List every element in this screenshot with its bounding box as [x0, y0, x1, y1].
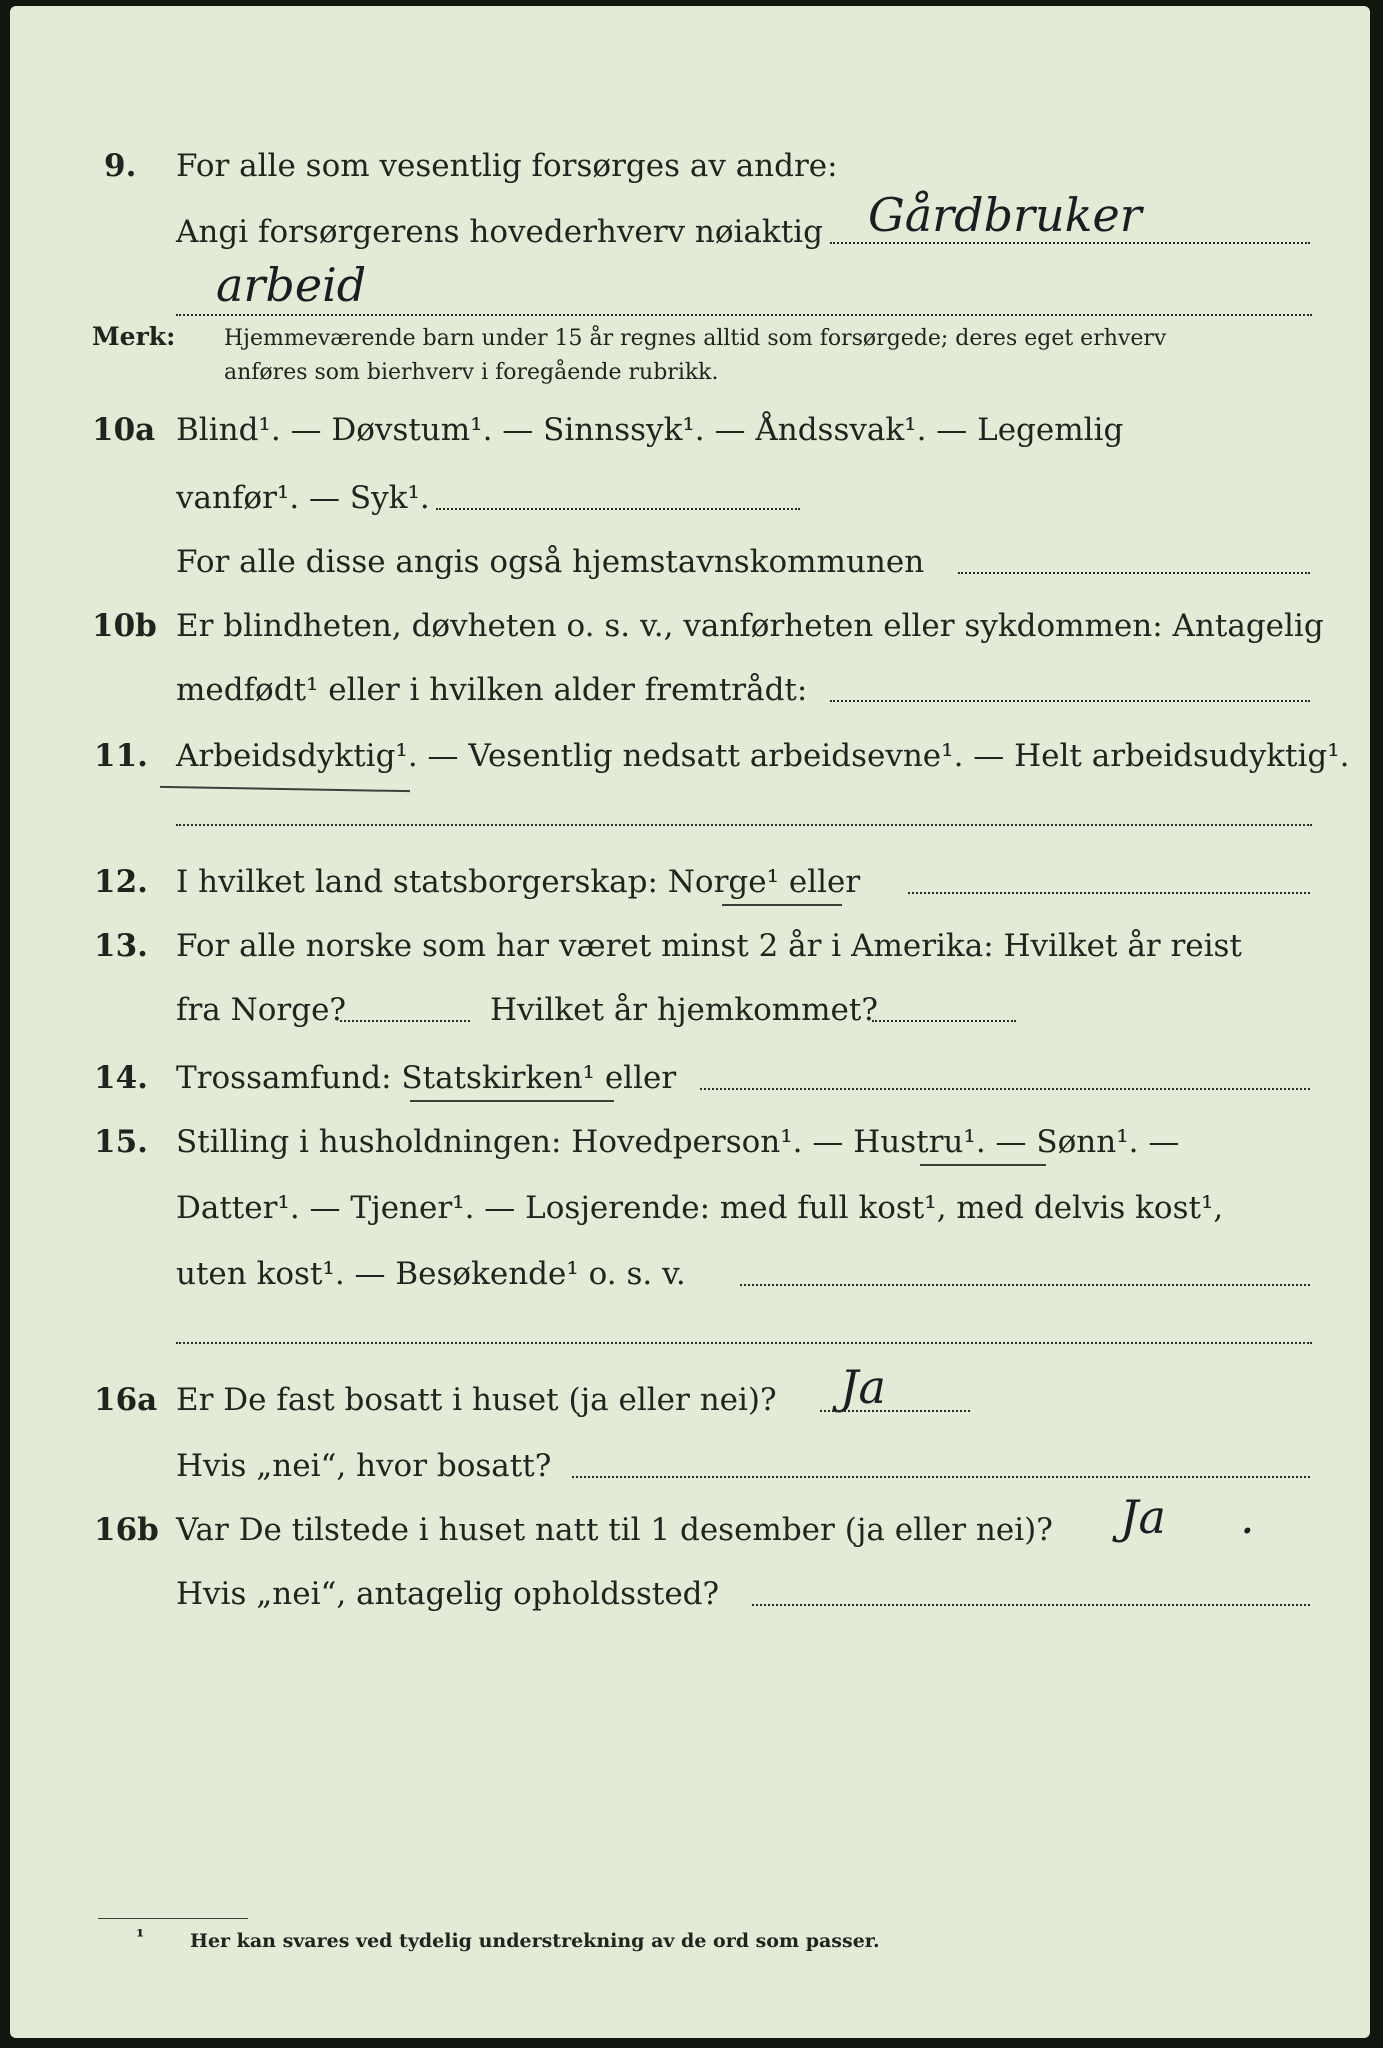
q16b-answer-suffix: .: [1240, 1490, 1255, 1544]
q16a-bosatt-line: [572, 1476, 1310, 1478]
q13-hjemkommet-line: [872, 1020, 1016, 1022]
q16a-answer-line: [820, 1410, 970, 1412]
q9-line2: Angi forsørgerens hovederhverv nøiaktig: [176, 214, 823, 250]
q9-handwritten-answer1: Gårdbruker: [868, 188, 1142, 242]
footnote-separator: [98, 1918, 248, 1919]
q14-number: 14.: [94, 1060, 148, 1096]
q10a-line2: vanfør¹. — Syk¹.: [176, 480, 430, 516]
q9-handwritten-answer2: arbeid: [216, 258, 367, 312]
q9-answer-line2: [176, 314, 1312, 316]
footnote-text: Her kan svares ved tydelig understrekning av de ord som passer.: [190, 1930, 880, 1952]
q15-number: 15.: [94, 1124, 148, 1160]
q10b-line1: Er blindheten, døvheten o. s. v., vanførheten eller sykdommen: Antagelig: [176, 608, 1324, 644]
q11-answer-line: [176, 824, 1312, 826]
merk-line1: Hjemmeværende barn under 15 år regnes alltid som forsørgede; deres eget erhverv: [224, 326, 1167, 351]
q11-number: 11.: [94, 738, 148, 774]
q13-line1: For alle norske som har været minst 2 år i Amerika: Hvilket år reist: [176, 928, 1242, 964]
q9-line1: For alle som vesentlig forsørges av andre:: [176, 148, 838, 184]
q12-norge-underline: [722, 904, 842, 906]
q16b-handwritten-answer: Ja: [1120, 1490, 1166, 1544]
q15-answer-line: [740, 1284, 1310, 1286]
q14-answer-line: [700, 1088, 1310, 1090]
q10b-line2: medfødt¹ eller i hvilken alder fremtrådt:: [176, 672, 808, 708]
q10b-answer-line: [830, 700, 1310, 702]
q16b-opholdssted-line: [752, 1604, 1310, 1606]
q10a-syk-line: [436, 508, 800, 510]
q14-line1: Trossamfund: Statskirken¹ eller: [176, 1060, 677, 1096]
q15-line2: Datter¹. — Tjener¹. — Losjerende: med full kost¹, med delvis kost¹,: [176, 1190, 1224, 1226]
census-form-page: [10, 6, 1370, 2038]
q10a-hjemstavn-line: [958, 572, 1310, 574]
q12-number: 12.: [94, 864, 148, 900]
q16b-number: 16b: [94, 1512, 159, 1548]
merk-line2: anføres som bierhverv i foregående rubrikk.: [224, 360, 719, 385]
q10a-line1: Blind¹. — Døvstum¹. — Sinnssyk¹. — Åndssvak¹. — Legemlig: [176, 412, 1124, 448]
merk-label: Merk:: [92, 322, 176, 351]
q11-line1: Arbeidsdyktig¹. — Vesentlig nedsatt arbeidsevne¹. — Helt arbeidsudyktig¹.: [176, 738, 1350, 774]
q15-hustru-underline: [920, 1164, 1046, 1166]
q10a-number: 10a: [92, 412, 156, 448]
q13-number: 13.: [94, 928, 148, 964]
q11-underline-mark: [160, 786, 410, 792]
q16a-line2: Hvis „nei“, hvor bosatt?: [176, 1448, 552, 1484]
q15-line1: Stilling i husholdningen: Hovedperson¹. — Hustru¹. — Sønn¹. —: [176, 1124, 1180, 1160]
q12-line1: I hvilket land statsborgerskap: Norge¹ eller: [176, 864, 861, 900]
q13-line2a: fra Norge?: [176, 992, 347, 1028]
footnote-mark: ¹: [136, 1926, 145, 1948]
q15-answer-line2: [176, 1342, 1312, 1344]
q10a-line3: For alle disse angis også hjemstavnskommunen: [176, 544, 925, 580]
q16b-line1: Var De tilstede i huset natt til 1 desember (ja eller nei)?: [176, 1512, 1053, 1548]
q12-answer-line: [908, 892, 1310, 894]
q16a-number: 16a: [94, 1382, 158, 1418]
q13-reist-line: [340, 1020, 470, 1022]
q14-statskirken-underline: [410, 1100, 614, 1102]
q9-answer-line: [830, 242, 1310, 244]
q16a-handwritten-answer: Ja: [840, 1360, 886, 1414]
q9-number: 9.: [104, 148, 137, 184]
q10b-number: 10b: [92, 608, 157, 644]
q15-line3: uten kost¹. — Besøkende¹ o. s. v.: [176, 1256, 686, 1292]
q16b-line2: Hvis „nei“, antagelig opholdssted?: [176, 1576, 720, 1612]
q16a-line1: Er De fast bosatt i huset (ja eller nei)?: [176, 1382, 777, 1418]
q13-line2b: Hvilket år hjemkommet?: [490, 992, 878, 1028]
